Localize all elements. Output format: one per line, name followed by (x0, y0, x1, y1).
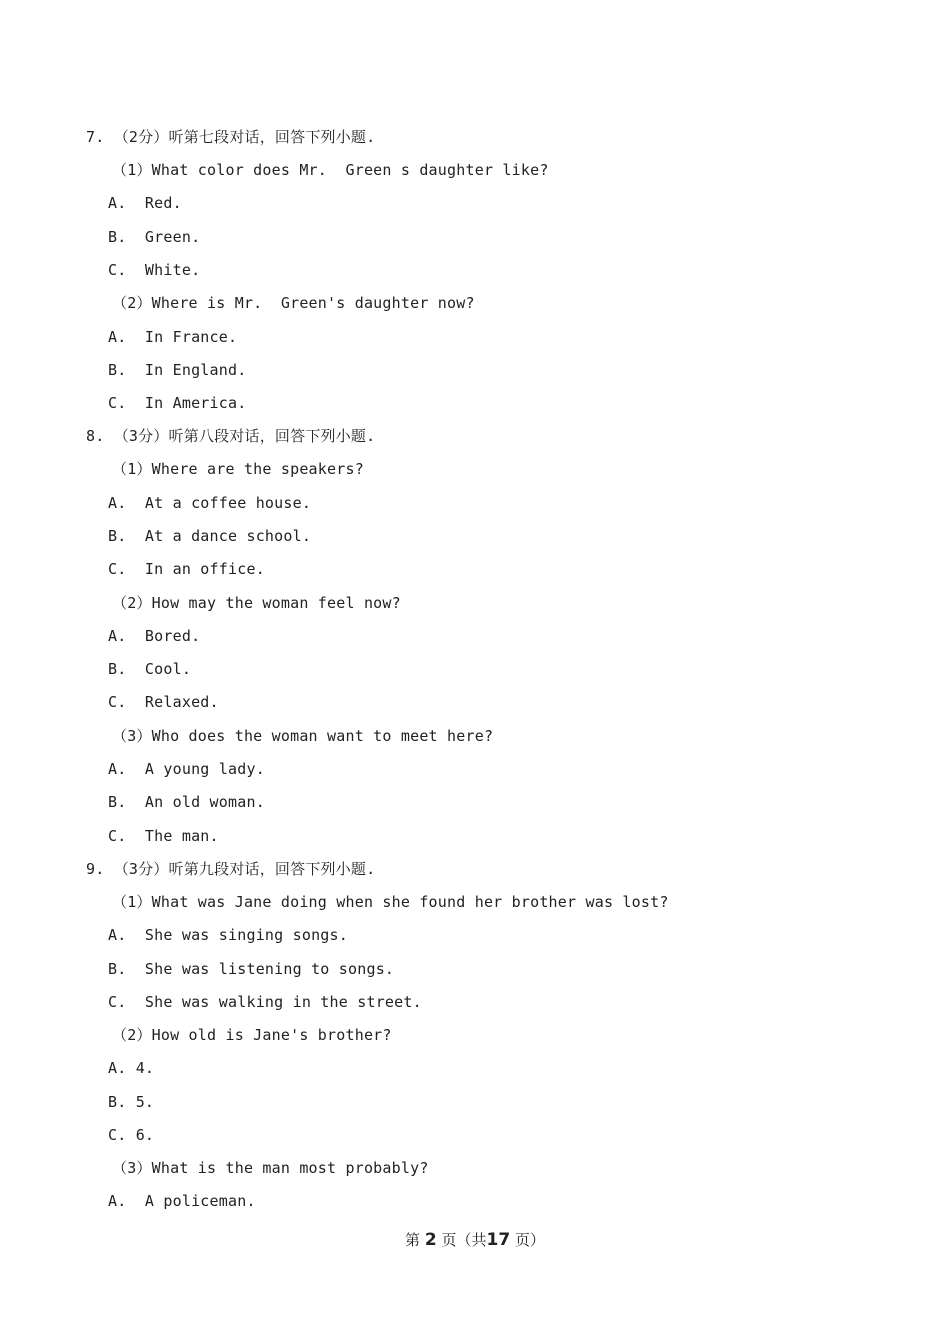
question-8-sub-1-option-b: B. At a dance school. (108, 527, 312, 545)
question-7-sub-1-option-b: B. Green. (108, 228, 201, 246)
question-9-sub-2: （2）How old is Jane's brother? (112, 1026, 392, 1044)
question-9-sub-2-option-a: A. 4. (108, 1059, 155, 1077)
question-9-sub-1-option-c: C. She was walking in the street. (108, 993, 422, 1011)
total-page-count: 17 (486, 1230, 511, 1250)
question-7-sub-2-option-c: C. In America. (108, 394, 247, 412)
question-8-header: 8. （3分）听第八段对话，回答下列小题. (86, 427, 376, 445)
question-9-sub-3: （3）What is the man most probably? (112, 1159, 429, 1177)
footer-middle: 页（共 (441, 1231, 487, 1249)
question-8-sub-3-option-a: A. A young lady. (108, 760, 265, 778)
question-7-sub-2-option-b: B. In England. (108, 361, 247, 379)
question-8-sub-3-option-b: B. An old woman. (108, 793, 265, 811)
question-8-sub-2: （2）How may the woman feel now? (112, 594, 401, 612)
question-7-sub-1-option-c: C. White. (108, 261, 201, 279)
question-8-sub-3-option-c: C. The man. (108, 827, 219, 845)
current-page-number: 2 (424, 1230, 437, 1250)
page-footer (0, 1230, 950, 1250)
question-7-sub-1-option-a: A. Red. (108, 194, 182, 212)
question-7-sub-1: （1）What color does Mr. Green s daughter like? (112, 161, 549, 179)
question-7-sub-2-option-a: A. In France. (108, 328, 238, 346)
question-9-sub-1-option-b: B. She was listening to songs. (108, 960, 395, 978)
footer-prefix: 第 (405, 1231, 421, 1249)
question-8-sub-2-option-a: A. Bored. (108, 627, 201, 645)
question-8-sub-3: （3）Who does the woman want to meet here? (112, 727, 494, 745)
question-8-sub-2-option-b: B. Cool. (108, 660, 192, 678)
question-9-sub-2-option-c: C. 6. (108, 1126, 155, 1144)
question-9-sub-1-option-a: A. She was singing songs. (108, 926, 348, 944)
question-8-sub-1: （1）Where are the speakers? (112, 460, 364, 478)
question-9-header: 9. （3分）听第九段对话，回答下列小题. (86, 860, 376, 878)
footer-suffix: 页） (514, 1231, 545, 1249)
question-8-sub-1-option-a: A. At a coffee house. (108, 494, 312, 512)
question-7-sub-2: （2）Where is Mr. Green's daughter now? (112, 294, 475, 312)
question-9-sub-2-option-b: B. 5. (108, 1093, 155, 1111)
question-8-sub-2-option-c: C. Relaxed. (108, 693, 219, 711)
question-7-header: 7. （2分）听第七段对话，回答下列小题. (86, 128, 376, 146)
question-8-sub-1-option-c: C. In an office. (108, 560, 265, 578)
question-9-sub-1: （1）What was Jane doing when she found her brother was lost? (112, 893, 669, 911)
question-9-sub-3-option-a: A. A policeman. (108, 1192, 256, 1210)
